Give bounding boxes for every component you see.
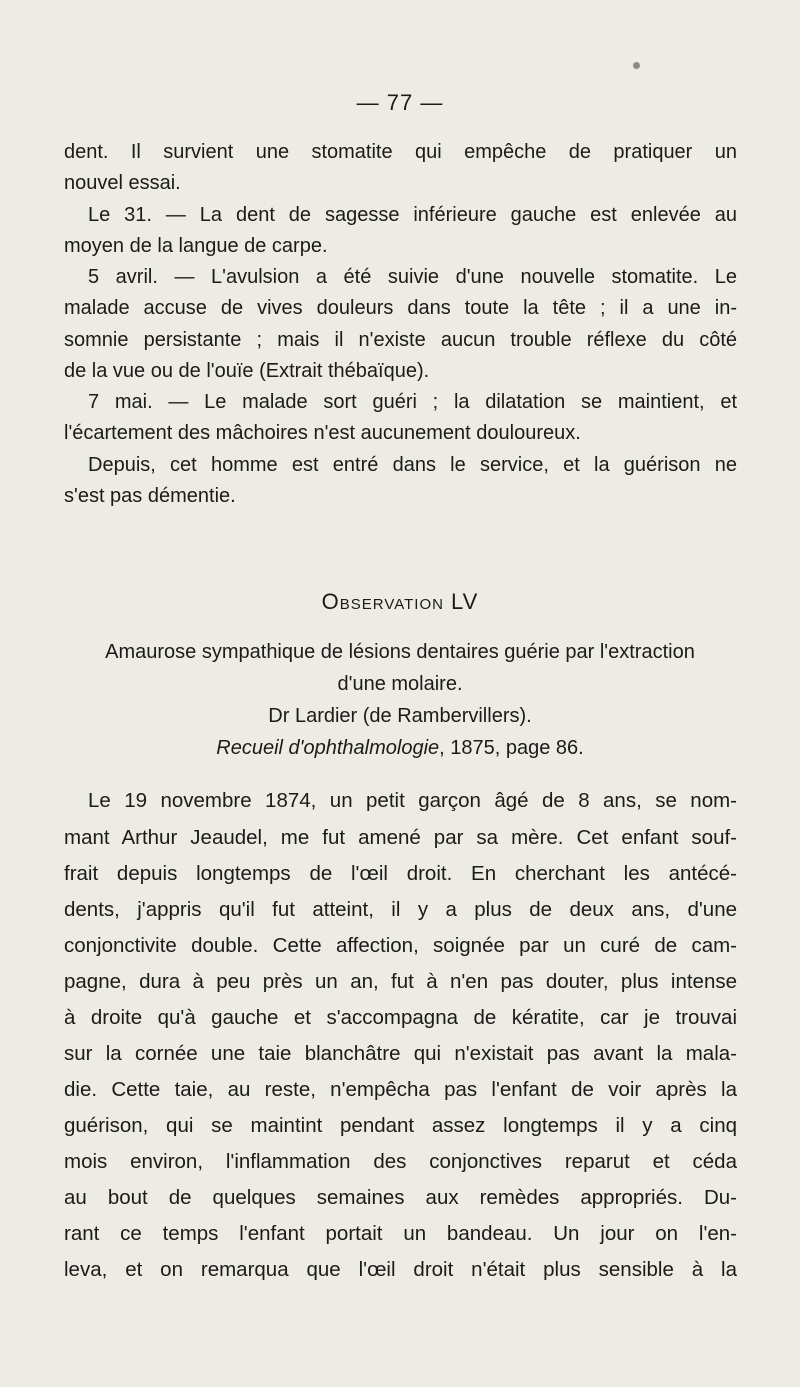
text-line: mant Arthur Jeaudel, me fut amené par sa mère. Cet enfant souf-	[64, 826, 737, 849]
text-line: nouvel essai.	[64, 172, 181, 194]
text-line: dent. Il survient une stomatite qui empêche de pratiquer un	[64, 141, 737, 163]
text-line: Depuis, cet homme est entré dans le service, et la guérison ne	[88, 454, 737, 476]
author-line: Dr Lardier (de Rambervillers).	[268, 705, 532, 727]
page-number: — 77 —	[356, 90, 444, 115]
text-line: 7 mai. — Le malade sort guéri ; la dilatation se maintient, et	[88, 391, 737, 413]
text-line: Le 31. — La dent de sagesse inférieure gauche est enlevée au	[88, 204, 737, 226]
text-line: s'est pas démentie.	[64, 485, 236, 507]
source-details: , 1875, page 86.	[439, 737, 584, 759]
source-title: Recueil d'ophthalmologie	[216, 737, 440, 759]
ink-speck	[633, 62, 640, 69]
text-line: somnie persistante ; mais il n'existe aucun trouble réflexe du côté	[64, 329, 737, 351]
text-line: leva, et on remarqua que l'œil droit n'était plus sensible à la	[64, 1258, 737, 1281]
text-line: malade accuse de vives douleurs dans toute la tête ; il a une in-	[64, 297, 737, 319]
text-line: de la vue ou de l'ouïe (Extrait thébaïque).	[64, 360, 430, 382]
text-line: rant ce temps l'enfant portait un bandeau. Un jour on l'en-	[64, 1222, 737, 1245]
text-line: au bout de quelques semaines aux remèdes appropriés. Du-	[64, 1186, 737, 1209]
text-line: conjonctivite double. Cette affection, soignée par un curé de cam-	[64, 934, 737, 957]
observation-subtitle-line: Amaurose sympathique de lésions dentaires guérie par l'extraction	[105, 641, 695, 663]
text-line: frait depuis longtemps de l'œil droit. En cherchant les antécé-	[64, 862, 737, 885]
text-line: Le 19 novembre 1874, un petit garçon âgé de 8 ans, se nom-	[88, 789, 737, 812]
text-line: l'écartement des mâchoires n'est aucunement douloureux.	[64, 422, 581, 444]
text-line: dents, j'appris qu'il fut atteint, il y a plus de deux ans, d'une	[64, 898, 737, 921]
text-line: sur la cornée une taie blanchâtre qui n'existait pas avant la mala-	[64, 1042, 737, 1065]
text-line: à droite qu'à gauche et s'accompagna de kératite, car je trouvai	[64, 1006, 737, 1029]
text-line: guérison, qui se maintint pendant assez longtemps il y a cinq	[64, 1114, 737, 1137]
observation-title: Observation LV	[321, 589, 479, 614]
text-line: pagne, dura à peu près un an, fut à n'en pas douter, plus intense	[64, 970, 737, 993]
text-line: mois environ, l'inflammation des conjonctives reparut et céda	[64, 1150, 737, 1173]
text-line: moyen de la langue de carpe.	[64, 235, 328, 257]
text-line: die. Cette taie, au reste, n'empêcha pas l'enfant de voir après la	[64, 1078, 737, 1101]
text-line: 5 avril. — L'avulsion a été suivie d'une nouvelle stomatite. Le	[88, 266, 737, 288]
source-line	[0, 737, 800, 760]
observation-subtitle-line: d'une molaire.	[337, 673, 463, 695]
